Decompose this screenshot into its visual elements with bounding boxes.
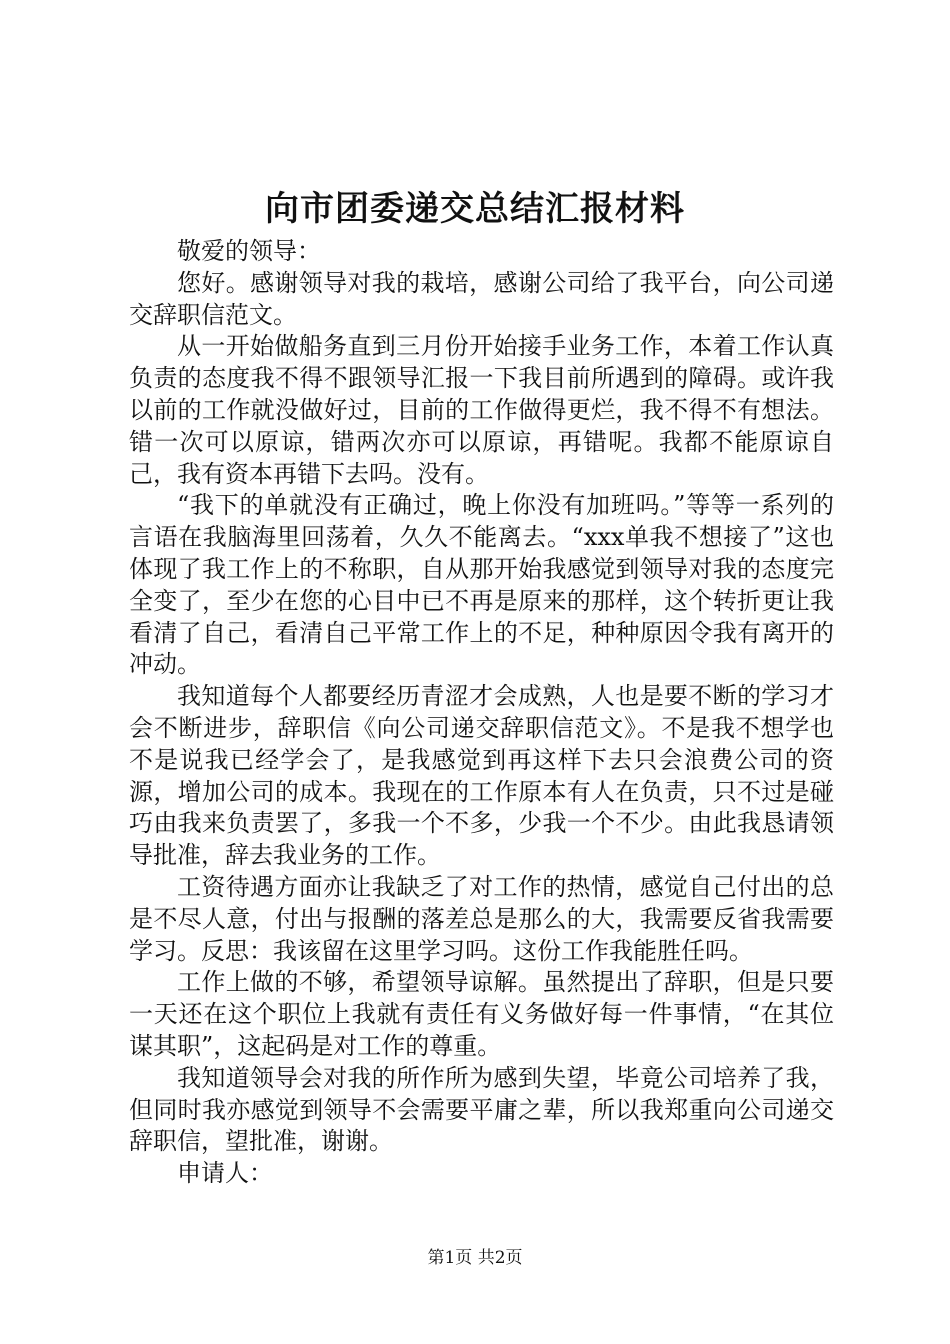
page-footer [0,1246,950,1270]
body-paragraph: 您好。感谢领导对我的栽培，感谢公司给了我平台，向公司递交辞职信范文。 [129,268,834,329]
body-paragraph: 工作上做的不够，希望领导谅解。虽然提出了辞职，但是只要一天还在这个职位上我就有责任有义务做好每一件事情，“在其位谋其职”，这起码是对工作的尊重。 [129,968,834,1060]
document-title: 向市团委递交总结汇报材料 [265,189,685,229]
body-paragraph: “我下的单就没有正确过，晚上你没有加班吗。”等等一系列的言语在我脑海里回荡着，久久不能离去。“xxx单我不想接了”这也体现了我工作上的不称职，自从那开始我感觉到领导对我的态度完全变了，至少在您的心目中已不再是原来的那样，这个转折更让我看清了自己，看清自己平常工作上的不足，种种原因令我有离开的冲动。 [129,491,834,679]
body-paragraph: 工资待遇方面亦让我缺乏了对工作的热情，感觉自己付出的总是不尽人意，付出与报酬的落差总是那么的大，我需要反省我需要学习。反思：我该留在这里学习吗。这份工作我能胜任吗。 [129,872,834,965]
body-paragraph: 我知道每个人都要经历青涩才会成熟，人也是要不断的学习才会不断进步，辞职信《向公司递交辞职信范文》。不是我不想学也不是说我已经学会了，是我感觉到再这样下去只会浪费公司的资源，增加公司的成本。我现在的工作原本有人在负责，只不过是碰巧由我来负责罢了，多我一个不多，少我一个不少。由此我恳请领导批准，辞去我业务的工作。 [129,682,834,870]
body-paragraph: 从一开始做船务直到三月份开始接手业务工作，本着工作认真负责的态度我不得不跟领导汇报一下我目前所遇到的障碍。或许我以前的工作就没做好过，目前的工作做得更烂，我不得不有想法。错一次可以原谅，错两次亦可以原谅，再错呢。我都不能原谅自己，我有资本再错下去吗。没有。 [129,332,834,488]
body-paragraph: 我知道领导会对我的所作所为感到失望，毕竟公司培养了我，但同时我亦感觉到领导不会需要平庸之辈，所以我郑重向公司递交辞职信，望批准，谢谢。 [129,1063,834,1156]
signature-line: 申请人： [177,1159,273,1188]
page-indicator: 第1页 共2页 [427,1248,523,1268]
document-body [129,236,834,1190]
salutation: 敬爱的领导： [177,237,321,265]
